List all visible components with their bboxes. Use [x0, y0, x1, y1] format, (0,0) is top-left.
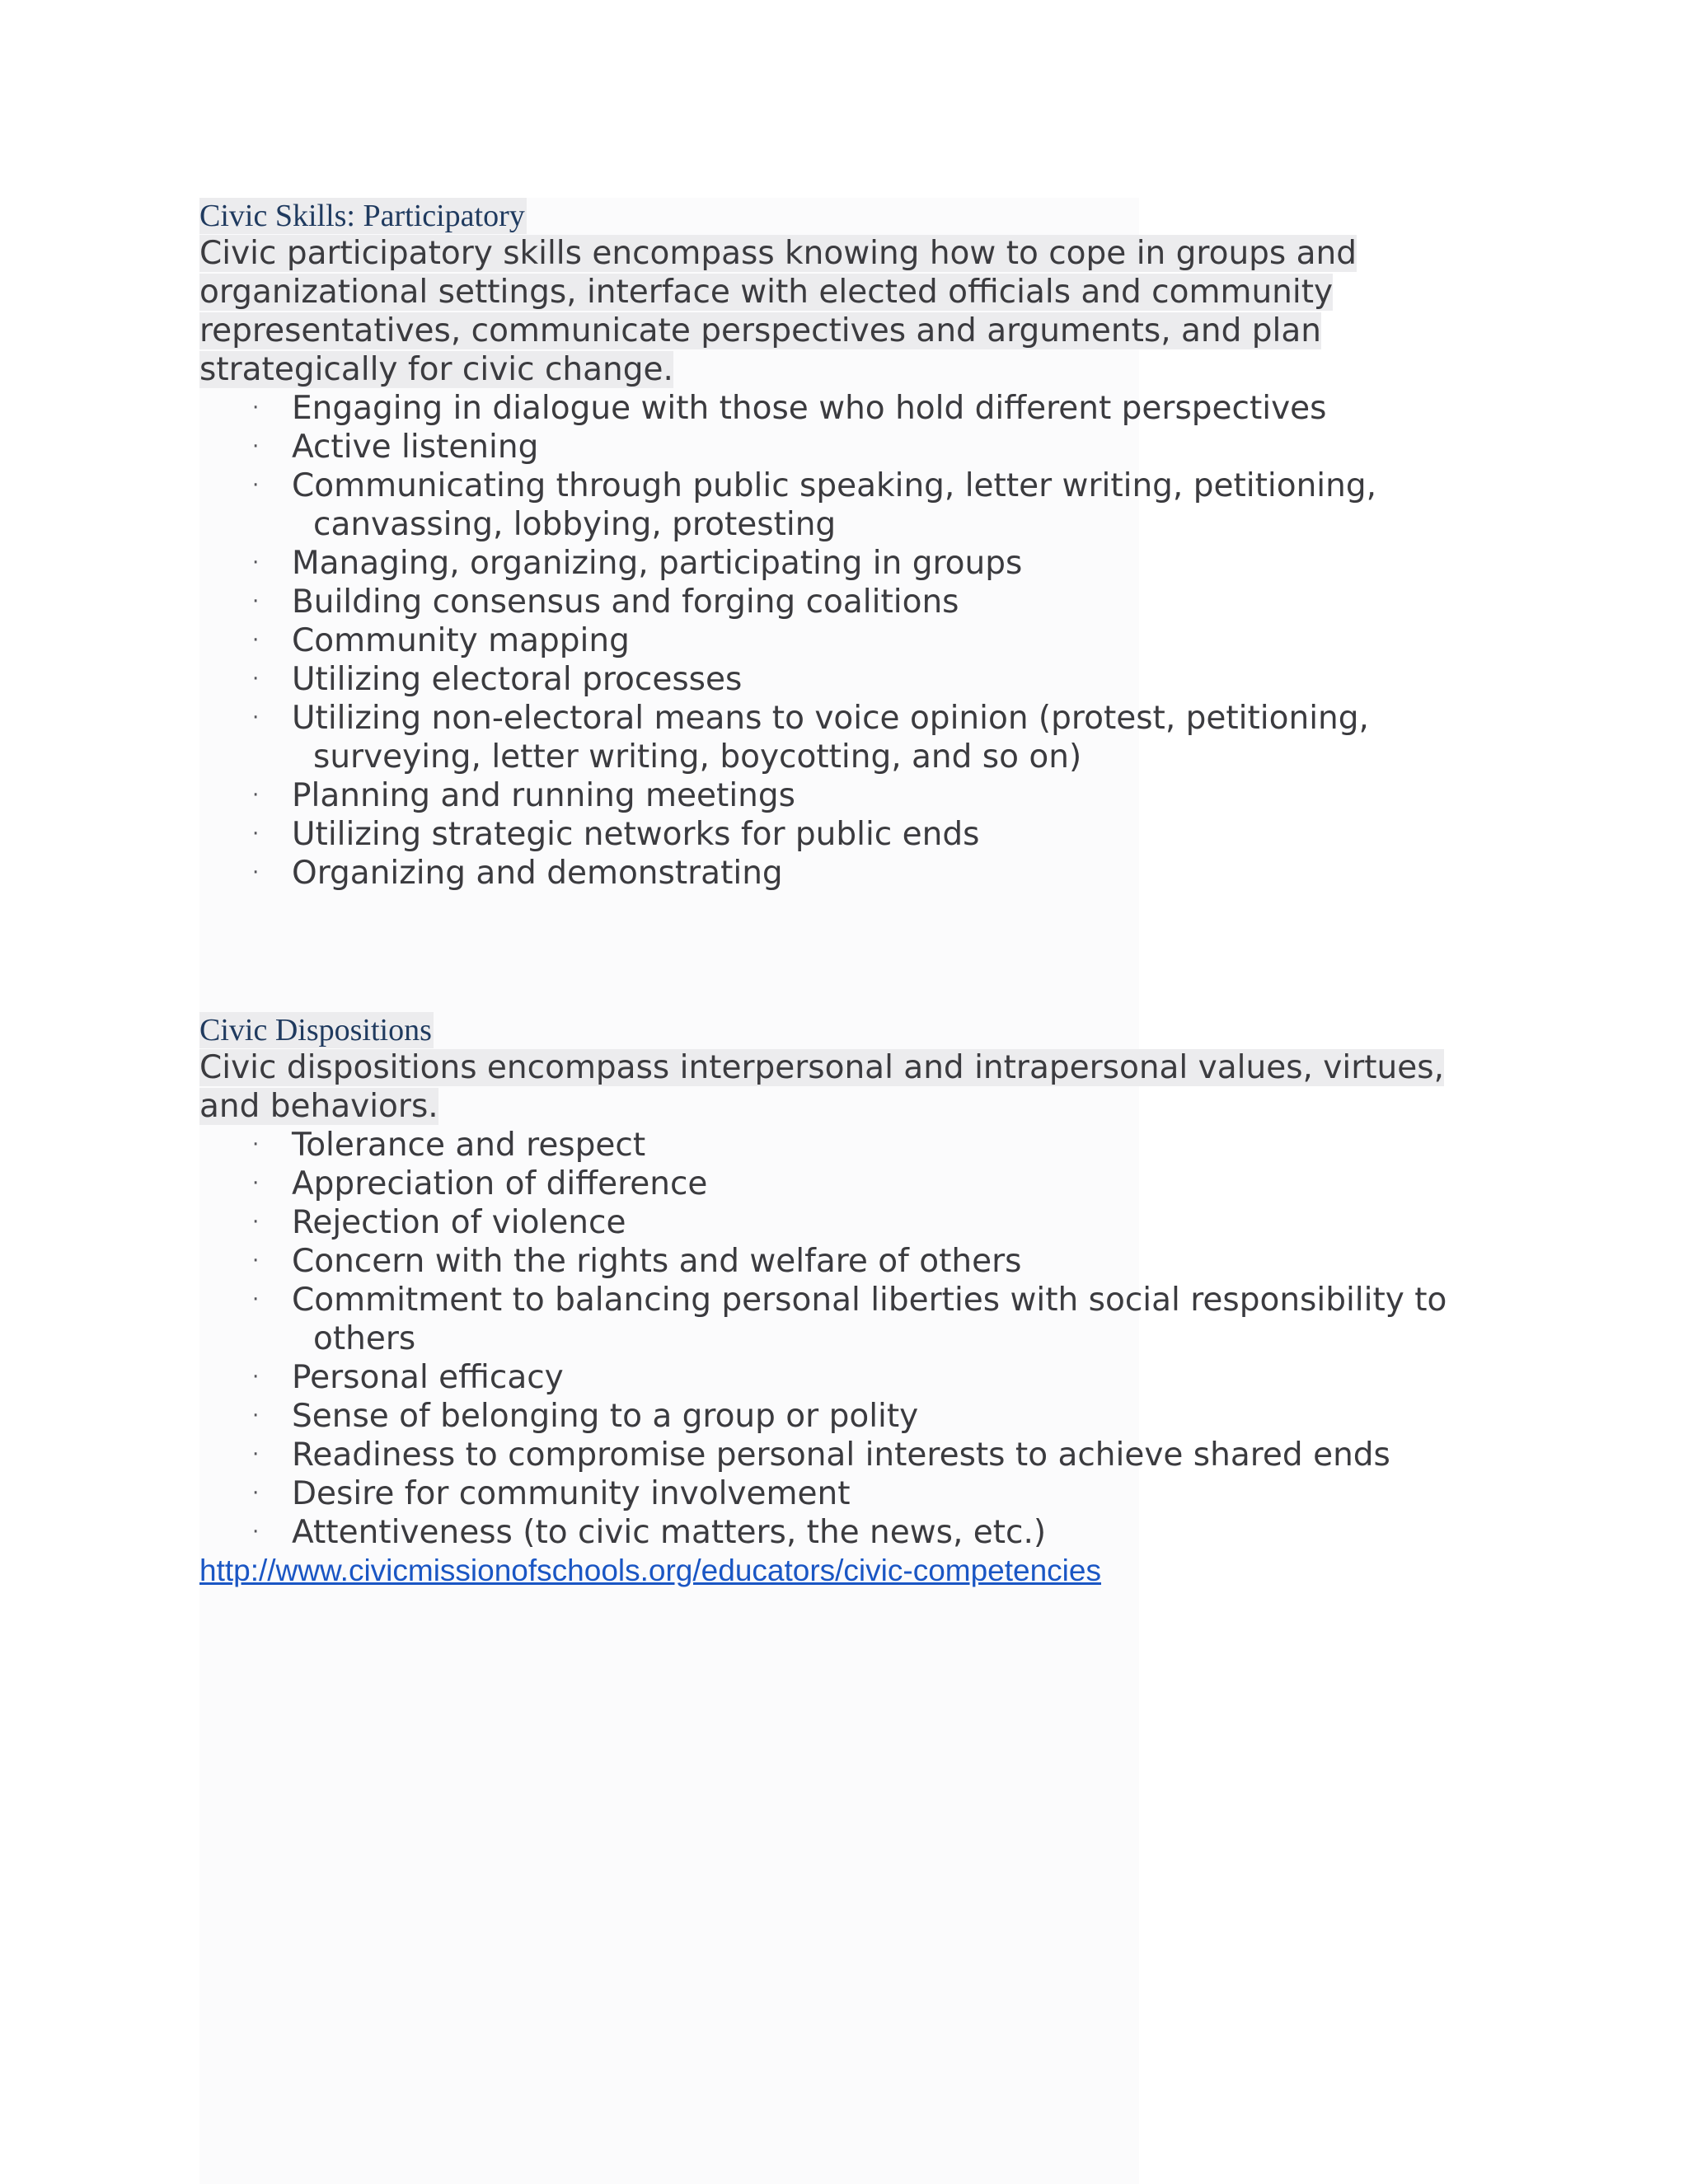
list-item-text: Active listening — [292, 429, 539, 466]
list-item-text: Utilizing non-electoral means to voice opinion (protest, petitioning, surveying, letter writing, boycotting, and so on) — [292, 700, 1369, 776]
list-item — [199, 1397, 1485, 1436]
bullet-dot: · — [252, 1132, 260, 1157]
list-item-text: Utilizing strategic networks for public ends — [292, 816, 980, 853]
list-item — [199, 389, 1485, 428]
list-item — [199, 1203, 1485, 1242]
bullet-dot: · — [252, 1287, 260, 1312]
bullet-dot: · — [252, 705, 260, 730]
list-item-text: Readiness to compromise personal interests to achieve shared ends — [292, 1436, 1390, 1474]
bullet-list-participatory — [199, 389, 1485, 893]
section-civic-dispositions — [199, 1012, 1485, 1552]
list-item-text: Managing, organizing, participating in groups — [292, 545, 1023, 582]
list-item-text: Utilizing electoral processes — [292, 661, 743, 698]
list-item-text: Engaging in dialogue with those who hold different perspectives — [292, 390, 1327, 427]
list-item — [199, 1436, 1485, 1474]
bullet-dot: · — [252, 434, 260, 459]
intro-text-dispositions: Civic dispositions encompass interpersonal and intrapersonal values, virtues, and behaviors. — [199, 1049, 1444, 1125]
list-item-text: Tolerance and respect — [292, 1127, 646, 1164]
bullet-dot: · — [252, 822, 260, 846]
list-item — [199, 815, 1485, 854]
list-item — [199, 1242, 1485, 1281]
bullet-dot: · — [252, 860, 260, 885]
bullet-dot: · — [252, 1249, 260, 1273]
bullet-dot: · — [252, 589, 260, 614]
list-item-text: Attentiveness (to civic matters, the news, etc.) — [292, 1514, 1047, 1551]
bullet-dot: · — [252, 1481, 260, 1506]
list-item-text: Desire for community involvement — [292, 1475, 851, 1512]
list-item-text: Appreciation of difference — [292, 1165, 708, 1202]
bullet-dot: · — [252, 551, 260, 575]
list-item-text: Concern with the rights and welfare of others — [292, 1243, 1022, 1280]
section-heading-dispositions: Civic Dispositions — [199, 1013, 432, 1047]
intro-paragraph-participatory — [199, 234, 1370, 389]
list-item — [199, 1474, 1485, 1513]
list-item — [199, 854, 1485, 893]
list-item — [199, 1358, 1485, 1397]
section-heading-participatory: Civic Skills: Participatory — [199, 199, 525, 233]
list-item-text: Sense of belonging to a group or polity — [292, 1398, 919, 1435]
bullet-dot: · — [252, 1365, 260, 1390]
bullet-dot: · — [252, 628, 260, 653]
list-item — [199, 1281, 1485, 1358]
list-item — [199, 621, 1485, 660]
list-item-text: Communicating through public speaking, letter writing, petitioning, canvassing, lobbying, protesting — [292, 467, 1377, 543]
list-item — [199, 699, 1485, 776]
list-item-text: Personal efficacy — [292, 1359, 564, 1396]
list-item — [199, 660, 1485, 699]
list-item — [199, 1126, 1485, 1165]
bullet-dot: · — [252, 783, 260, 808]
list-item-text: Planning and running meetings — [292, 777, 795, 814]
bullet-dot: · — [252, 667, 260, 691]
bullet-dot: · — [252, 1520, 260, 1544]
bullet-dot: · — [252, 396, 260, 420]
source-link[interactable]: http://www.civicmissionofschools.org/educators/civic-competencies — [199, 1554, 1101, 1587]
list-item-text: Organizing and demonstrating — [292, 855, 783, 892]
list-item-text: Building consensus and forging coalitions — [292, 583, 959, 621]
bullet-list-dispositions — [199, 1126, 1485, 1552]
list-item — [199, 1513, 1485, 1552]
list-item — [199, 583, 1485, 621]
list-item-text: Community mapping — [292, 622, 630, 659]
intro-text-participatory: Civic participatory skills encompass knowing how to cope in groups and organizational settings, interface with elected officials and community representatives, communicate perspectives and arguments, and plan strategically for civic change. — [199, 235, 1357, 388]
list-item — [199, 776, 1485, 815]
bullet-dot: · — [252, 473, 260, 498]
list-item — [199, 466, 1485, 544]
bullet-dot: · — [252, 1404, 260, 1428]
intro-paragraph-dispositions — [199, 1048, 1452, 1126]
bullet-dot: · — [252, 1171, 260, 1196]
list-item-text: Rejection of violence — [292, 1204, 626, 1241]
section-participatory-skills — [199, 198, 1485, 893]
list-item — [199, 1165, 1485, 1203]
list-item — [199, 544, 1485, 583]
list-item-text: Commitment to balancing personal liberties with social responsibility to others — [292, 1282, 1447, 1357]
list-item — [199, 428, 1485, 466]
bullet-dot: · — [252, 1442, 260, 1467]
bullet-dot: · — [252, 1210, 260, 1235]
